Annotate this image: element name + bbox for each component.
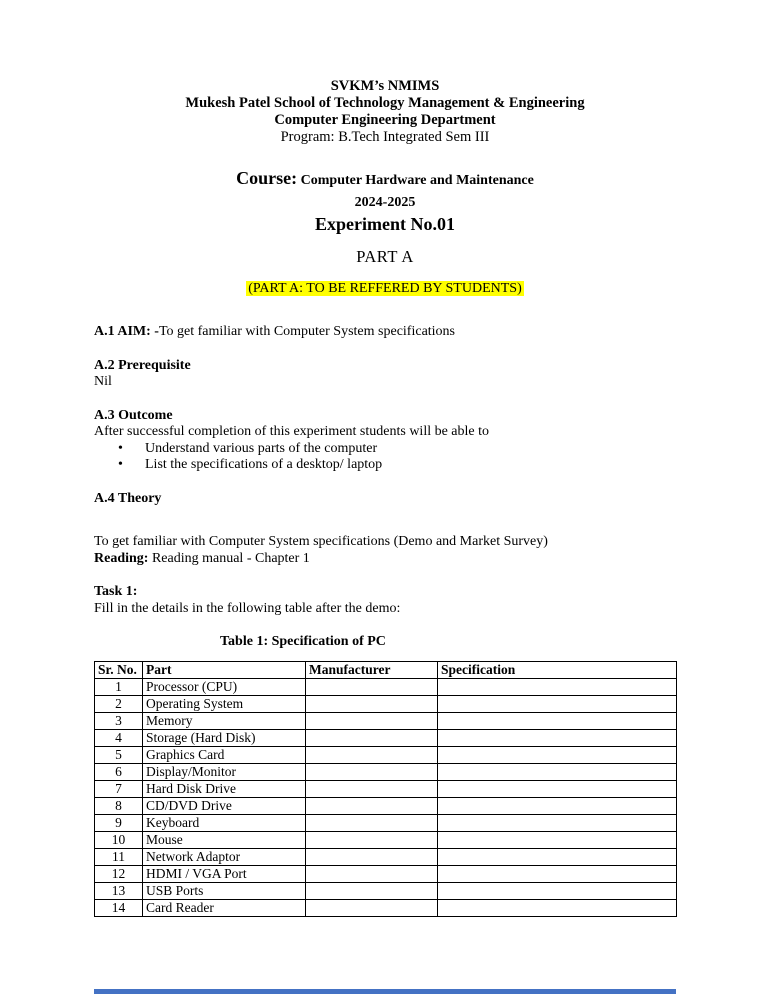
header-part: Part <box>143 661 306 678</box>
outcome-bullet-2-text: List the specifications of a desktop/ laptop <box>145 457 383 472</box>
cell-specification <box>438 729 677 746</box>
aim-line <box>94 324 676 341</box>
aim-label: A.1 AIM: - <box>94 324 159 339</box>
cell-specification <box>438 695 677 712</box>
cell-manufacturer <box>306 780 438 797</box>
cell-part: Network Adaptor <box>143 848 306 865</box>
cell-sr-no: 11 <box>95 848 143 865</box>
cell-manufacturer <box>306 763 438 780</box>
table-row <box>95 848 677 865</box>
outcome-label: A.3 Outcome <box>94 407 173 423</box>
cell-part: Mouse <box>143 831 306 848</box>
cell-manufacturer <box>306 814 438 831</box>
prerequisite-text: Nil <box>94 374 112 389</box>
part-note-line <box>94 280 676 297</box>
reading-line <box>94 551 676 568</box>
header-manufacturer: Manufacturer <box>306 661 438 678</box>
outcome-intro: After successful completion of this experiment students will be able to <box>94 424 490 439</box>
task-label: Task 1: <box>94 584 138 599</box>
table-row <box>95 763 677 780</box>
cell-sr-no: 3 <box>95 712 143 729</box>
cell-sr-no: 9 <box>95 814 143 831</box>
table-row <box>95 746 677 763</box>
cell-manufacturer <box>306 695 438 712</box>
course-title-line <box>94 167 676 192</box>
table-row <box>95 865 677 882</box>
cell-part: USB Ports <box>143 882 306 899</box>
cell-sr-no: 5 <box>95 746 143 763</box>
experiment-title: Experiment No.01 <box>315 214 455 234</box>
cell-sr-no: 13 <box>95 882 143 899</box>
school-name: Mukesh Patel School of Technology Management & Engineering <box>185 95 585 111</box>
cell-part: CD/DVD Drive <box>143 797 306 814</box>
institution-name: SVKM’s NMIMS <box>330 78 440 94</box>
part-heading: PART A <box>356 247 414 266</box>
cell-part: Storage (Hard Disk) <box>143 729 306 746</box>
table-row <box>95 780 677 797</box>
cell-part: HDMI / VGA Port <box>143 865 306 882</box>
cell-specification <box>438 882 677 899</box>
cell-specification <box>438 746 677 763</box>
part-note-highlight: (PART A: TO BE REFFERED BY STUDENTS) <box>248 281 522 296</box>
cell-manufacturer <box>306 712 438 729</box>
bullet-icon: • <box>118 440 123 456</box>
cell-part: Graphics Card <box>143 746 306 763</box>
header-specification: Specification <box>438 661 677 678</box>
table-row <box>95 797 677 814</box>
cell-manufacturer <box>306 899 438 916</box>
cell-sr-no: 7 <box>95 780 143 797</box>
aim-text: To get familiar with Computer System specifications <box>158 324 456 339</box>
cell-specification <box>438 899 677 916</box>
cell-specification <box>438 712 677 729</box>
course-label: Course: <box>236 168 298 188</box>
header-sr-no: Sr. No. <box>95 661 143 678</box>
cell-sr-no: 6 <box>95 763 143 780</box>
table-row <box>95 695 677 712</box>
cell-specification <box>438 814 677 831</box>
cell-manufacturer <box>306 797 438 814</box>
table-row <box>95 729 677 746</box>
course-name: Computer Hardware and Maintenance <box>300 173 534 188</box>
table-row <box>95 678 677 695</box>
bullet-icon: • <box>118 457 123 472</box>
cell-specification <box>438 763 677 780</box>
table-row <box>95 882 677 899</box>
cell-sr-no: 1 <box>95 678 143 695</box>
specification-table <box>94 661 677 917</box>
outcome-bullet-1-text: Understand various parts of the computer <box>145 440 378 456</box>
table-row <box>95 712 677 729</box>
cell-sr-no: 12 <box>95 865 143 882</box>
table-header-row <box>95 661 677 678</box>
cell-specification <box>438 797 677 814</box>
task-text: Fill in the details in the following table after the demo: <box>94 600 401 616</box>
table-row <box>95 814 677 831</box>
cell-manufacturer <box>306 729 438 746</box>
cell-sr-no: 14 <box>95 899 143 916</box>
prerequisite-label: A.2 Prerequisite <box>94 357 191 373</box>
cell-sr-no: 4 <box>95 729 143 746</box>
cell-part: Hard Disk Drive <box>143 780 306 797</box>
cell-specification <box>438 848 677 865</box>
table-row <box>95 899 677 916</box>
program-line: Program: B.Tech Integrated Sem III <box>280 129 490 145</box>
theory-label: A.4 Theory <box>94 490 162 506</box>
table-caption: Table 1: Specification of PC <box>220 634 386 649</box>
cell-part: Card Reader <box>143 899 306 916</box>
cell-part: Memory <box>143 712 306 729</box>
cell-sr-no: 2 <box>95 695 143 712</box>
bottom-blue-strip <box>94 989 676 994</box>
cell-part: Operating System <box>143 695 306 712</box>
cell-manufacturer <box>306 848 438 865</box>
cell-manufacturer <box>306 831 438 848</box>
cell-specification <box>438 831 677 848</box>
reading-text: Reading manual - Chapter 1 <box>148 550 310 566</box>
cell-part: Keyboard <box>143 814 306 831</box>
outcome-bullet-1 <box>94 441 676 458</box>
academic-year: 2024-2025 <box>354 195 416 210</box>
department-name: Computer Engineering Department <box>274 112 496 128</box>
outcome-bullet-2 <box>94 457 676 474</box>
cell-specification <box>438 678 677 695</box>
cell-manufacturer <box>306 882 438 899</box>
cell-sr-no: 10 <box>95 831 143 848</box>
cell-manufacturer <box>306 746 438 763</box>
cell-part: Processor (CPU) <box>143 678 306 695</box>
reading-label: Reading: <box>94 550 149 566</box>
cell-part: Display/Monitor <box>143 763 306 780</box>
table-row <box>95 831 677 848</box>
cell-manufacturer <box>306 678 438 695</box>
cell-manufacturer <box>306 865 438 882</box>
cell-specification <box>438 780 677 797</box>
cell-sr-no: 8 <box>95 797 143 814</box>
theory-text: To get familiar with Computer System specifications (Demo and Market Survey) <box>94 534 548 549</box>
cell-specification <box>438 865 677 882</box>
